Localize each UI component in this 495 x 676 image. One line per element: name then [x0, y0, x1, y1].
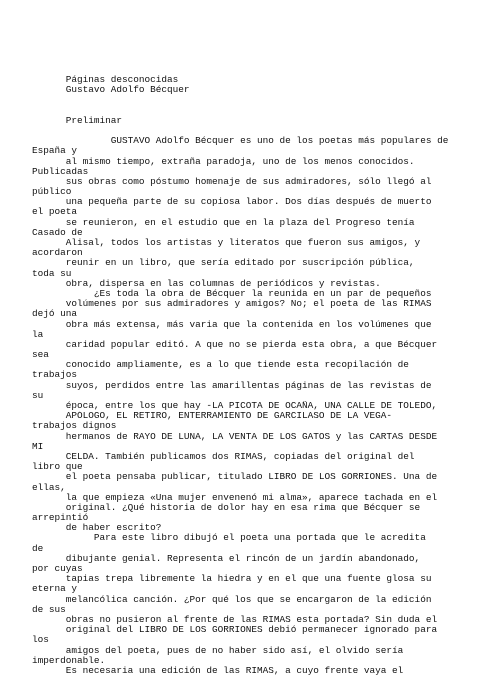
text-line: volúmenes por sus admiradores y amigos? No; el poeta de las RIMAS — [32, 299, 432, 310]
text-line: MI — [32, 441, 44, 452]
text-line: toda su — [32, 268, 72, 279]
text-line: suyos, perdidos entre las amarillentas páginas de las revistas de — [32, 380, 432, 391]
text-line: caridad popular editó. A que no se pierda esta obra, a que Bécquer — [32, 339, 438, 350]
text-line: amigos del poeta, pues de no haber sido así, el olvido sería — [32, 645, 404, 656]
text-line: España y — [32, 146, 78, 157]
text-line: por cuyas — [32, 564, 83, 575]
text-line: de — [32, 543, 44, 554]
text-line: dejó una — [32, 309, 78, 320]
text-line: obra, dispersa en las columnas de periódicos y revistas. — [32, 278, 381, 289]
document-title: Páginas desconocidas — [65, 75, 179, 85]
text-line: trabajos dignos — [32, 421, 117, 432]
text-line: los — [32, 635, 49, 646]
text-line: la que empieza «Una mujer envenenó mi alma», aparece tachada en el — [32, 492, 438, 503]
text-line: una pequeña parte de su copiosa labor. Dos días después de muerto — [32, 197, 432, 208]
text-line: libro que — [32, 462, 83, 473]
text-line: Alisal, todos los artistas y literatos que fueron sus amigos, y — [32, 238, 421, 249]
text-line: conocido ampliamente, es a lo que tiende esta recopilación de — [32, 360, 409, 371]
spacer — [32, 126, 463, 136]
text-line: ellas, — [32, 482, 66, 493]
text-line: público — [32, 187, 72, 198]
text-line: acordaron — [32, 248, 83, 259]
text-line: original del LIBRO DE LOS GORRIONES debió permanecer ignorado para — [32, 625, 438, 636]
text-line: el poeta — [32, 207, 78, 218]
text-line: su — [32, 390, 44, 401]
text-line: de haber escrito? — [32, 523, 162, 534]
text-line: Es necesaria una edición de las RIMAS, a cuyo frente vaya el — [32, 665, 404, 676]
text-line: sus obras como póstumo homenaje de sus admiradores, sólo llegó al — [32, 176, 432, 187]
text-line: obras no pusieron al frente de las RIMAS esta portada? Sin duda el — [32, 614, 438, 625]
body-text — [32, 136, 463, 676]
section-heading: Preliminar — [65, 115, 123, 126]
text-line: ¿Es toda la obra de Bécquer la reunida en un par de pequeños — [32, 288, 432, 299]
text-line: arrepintió — [32, 513, 89, 524]
text-line: imperdonable. — [32, 655, 106, 666]
text-line: GUSTAVO Adolfo Bécquer es uno de los poetas más populares de — [32, 136, 449, 147]
text-line: reunir en un libro, que sería editado por suscripción pública, — [32, 258, 415, 269]
text-line: obra más extensa, más varia que la contenida en los volúmenes que — [32, 319, 432, 330]
text-line: original. ¿Qué historia de dolor hay en esa rima que Bécquer se — [32, 502, 421, 513]
text-line: de sus — [32, 604, 66, 615]
text-line: hermanos de RAYO DE LUNA, LA VENTA DE LOS GATOS y las CARTAS DESDE — [32, 431, 438, 442]
text-line: Casado de — [32, 227, 83, 238]
spacer — [32, 95, 463, 115]
text-line: APÓLOGO, EL RETIRO, ENTERRAMIENTO DE GARCILASO DE LA VEGA- — [32, 411, 393, 422]
text-line: la — [32, 329, 44, 340]
text-line: melancólica canción. ¿Por qué los que se encargaron de la edición — [32, 594, 432, 605]
text-line: CELDA. También publicamos dos RIMAS, copiadas del original del — [32, 451, 415, 462]
text-line: época, entre los que hay -LA PICOTA DE OCAÑA, UNA CALLE DE TOLEDO, — [32, 401, 438, 412]
text-line: dibujante genial. Representa el rincón de un jardín abandonado, — [32, 553, 421, 564]
text-line: el poeta pensaba publicar, titulado LIBRO DE LOS GORRIONES. Una de — [32, 472, 438, 483]
text-line: al mismo tiempo, extraña paradoja, uno de los menos conocidos. — [32, 156, 415, 167]
text-line: tapias trepa libremente la hiedra y en el que una fuente glosa su — [32, 574, 432, 585]
text-line: Para este libro dibujó el poeta una portada que le acredita — [32, 533, 426, 544]
text-line: Publicadas — [32, 166, 89, 177]
text-line: se reunieron, en el estudio que en la plaza del Progreso tenía — [32, 217, 415, 228]
text-line: eterna y — [32, 584, 78, 595]
document-author: Gustavo Adolfo Bécquer — [65, 85, 190, 96]
text-line: trabajos — [32, 370, 78, 381]
text-line: sea — [32, 350, 49, 361]
